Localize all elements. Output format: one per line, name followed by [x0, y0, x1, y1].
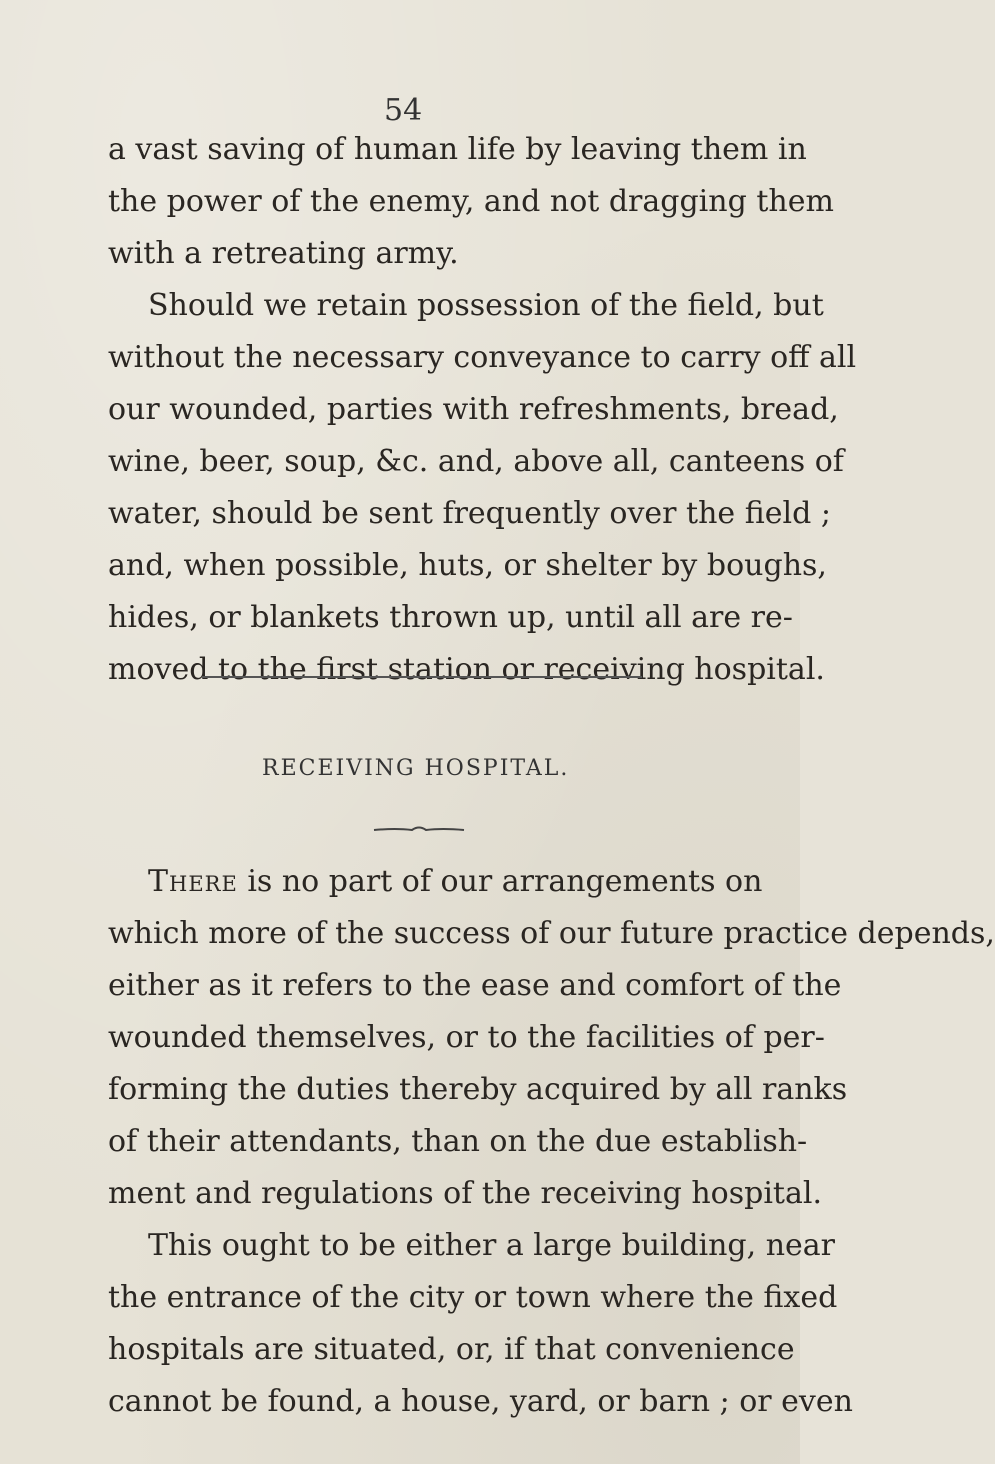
- text-line: moved to the first station or receiving hospital.: [108, 652, 825, 687]
- text-line-rest: is no part of our arrangements on: [237, 864, 763, 899]
- page-number: 54: [384, 93, 423, 128]
- section-divider-rule: [202, 676, 642, 678]
- text-line: either as it refers to the ease and comfort of the: [108, 968, 842, 1003]
- text-line: ment and regulations of the receiving hospital.: [108, 1176, 822, 1211]
- text-line: without the necessary conveyance to carry off all: [108, 340, 857, 375]
- text-line: our wounded, parties with refreshments, bread,: [108, 392, 839, 427]
- text-line: and, when possible, huts, or shelter by boughs,: [108, 548, 827, 583]
- paragraph-building: [108, 1220, 853, 1428]
- text-line-first: [108, 856, 768, 908]
- text-line: water, should be sent frequently over the field ;: [108, 496, 831, 531]
- text-line: of their attendants, than on the due establish-: [108, 1124, 808, 1159]
- text-line: the power of the enemy, and not dragging them: [108, 184, 834, 219]
- lead-word: There: [148, 864, 238, 899]
- text-line: with a retreating army.: [108, 236, 459, 271]
- paragraph-receiving-hospital: [108, 856, 995, 1220]
- text-line: hospitals are situated, or, if that convenience: [108, 1332, 795, 1367]
- text-line: Should we retain possession of the field, but: [148, 288, 824, 323]
- text-line: wounded themselves, or to the facilities of per-: [108, 1020, 825, 1055]
- text-line: cannot be found, a house, yard, or barn ; or even: [108, 1384, 853, 1419]
- text-line: the entrance of the city or town where the fixed: [108, 1280, 838, 1315]
- section-heading: RECEIVING HOSPITAL.: [262, 756, 570, 781]
- paragraph-continuation: [108, 124, 834, 280]
- text-line: This ought to be either a large building, near: [148, 1228, 836, 1263]
- text-line: which more of the success of our future practice depends,: [108, 916, 995, 951]
- paragraph-field-conveyance: [108, 280, 857, 696]
- text-line: wine, beer, soup, &c. and, above all, canteens of: [108, 444, 844, 479]
- text-line: hides, or blankets thrown up, until all are re-: [108, 600, 793, 635]
- text-line: forming the duties thereby acquired by all ranks: [108, 1072, 848, 1107]
- ornament-flourish: [372, 824, 466, 834]
- text-line: a vast saving of human life by leaving them in: [108, 132, 807, 167]
